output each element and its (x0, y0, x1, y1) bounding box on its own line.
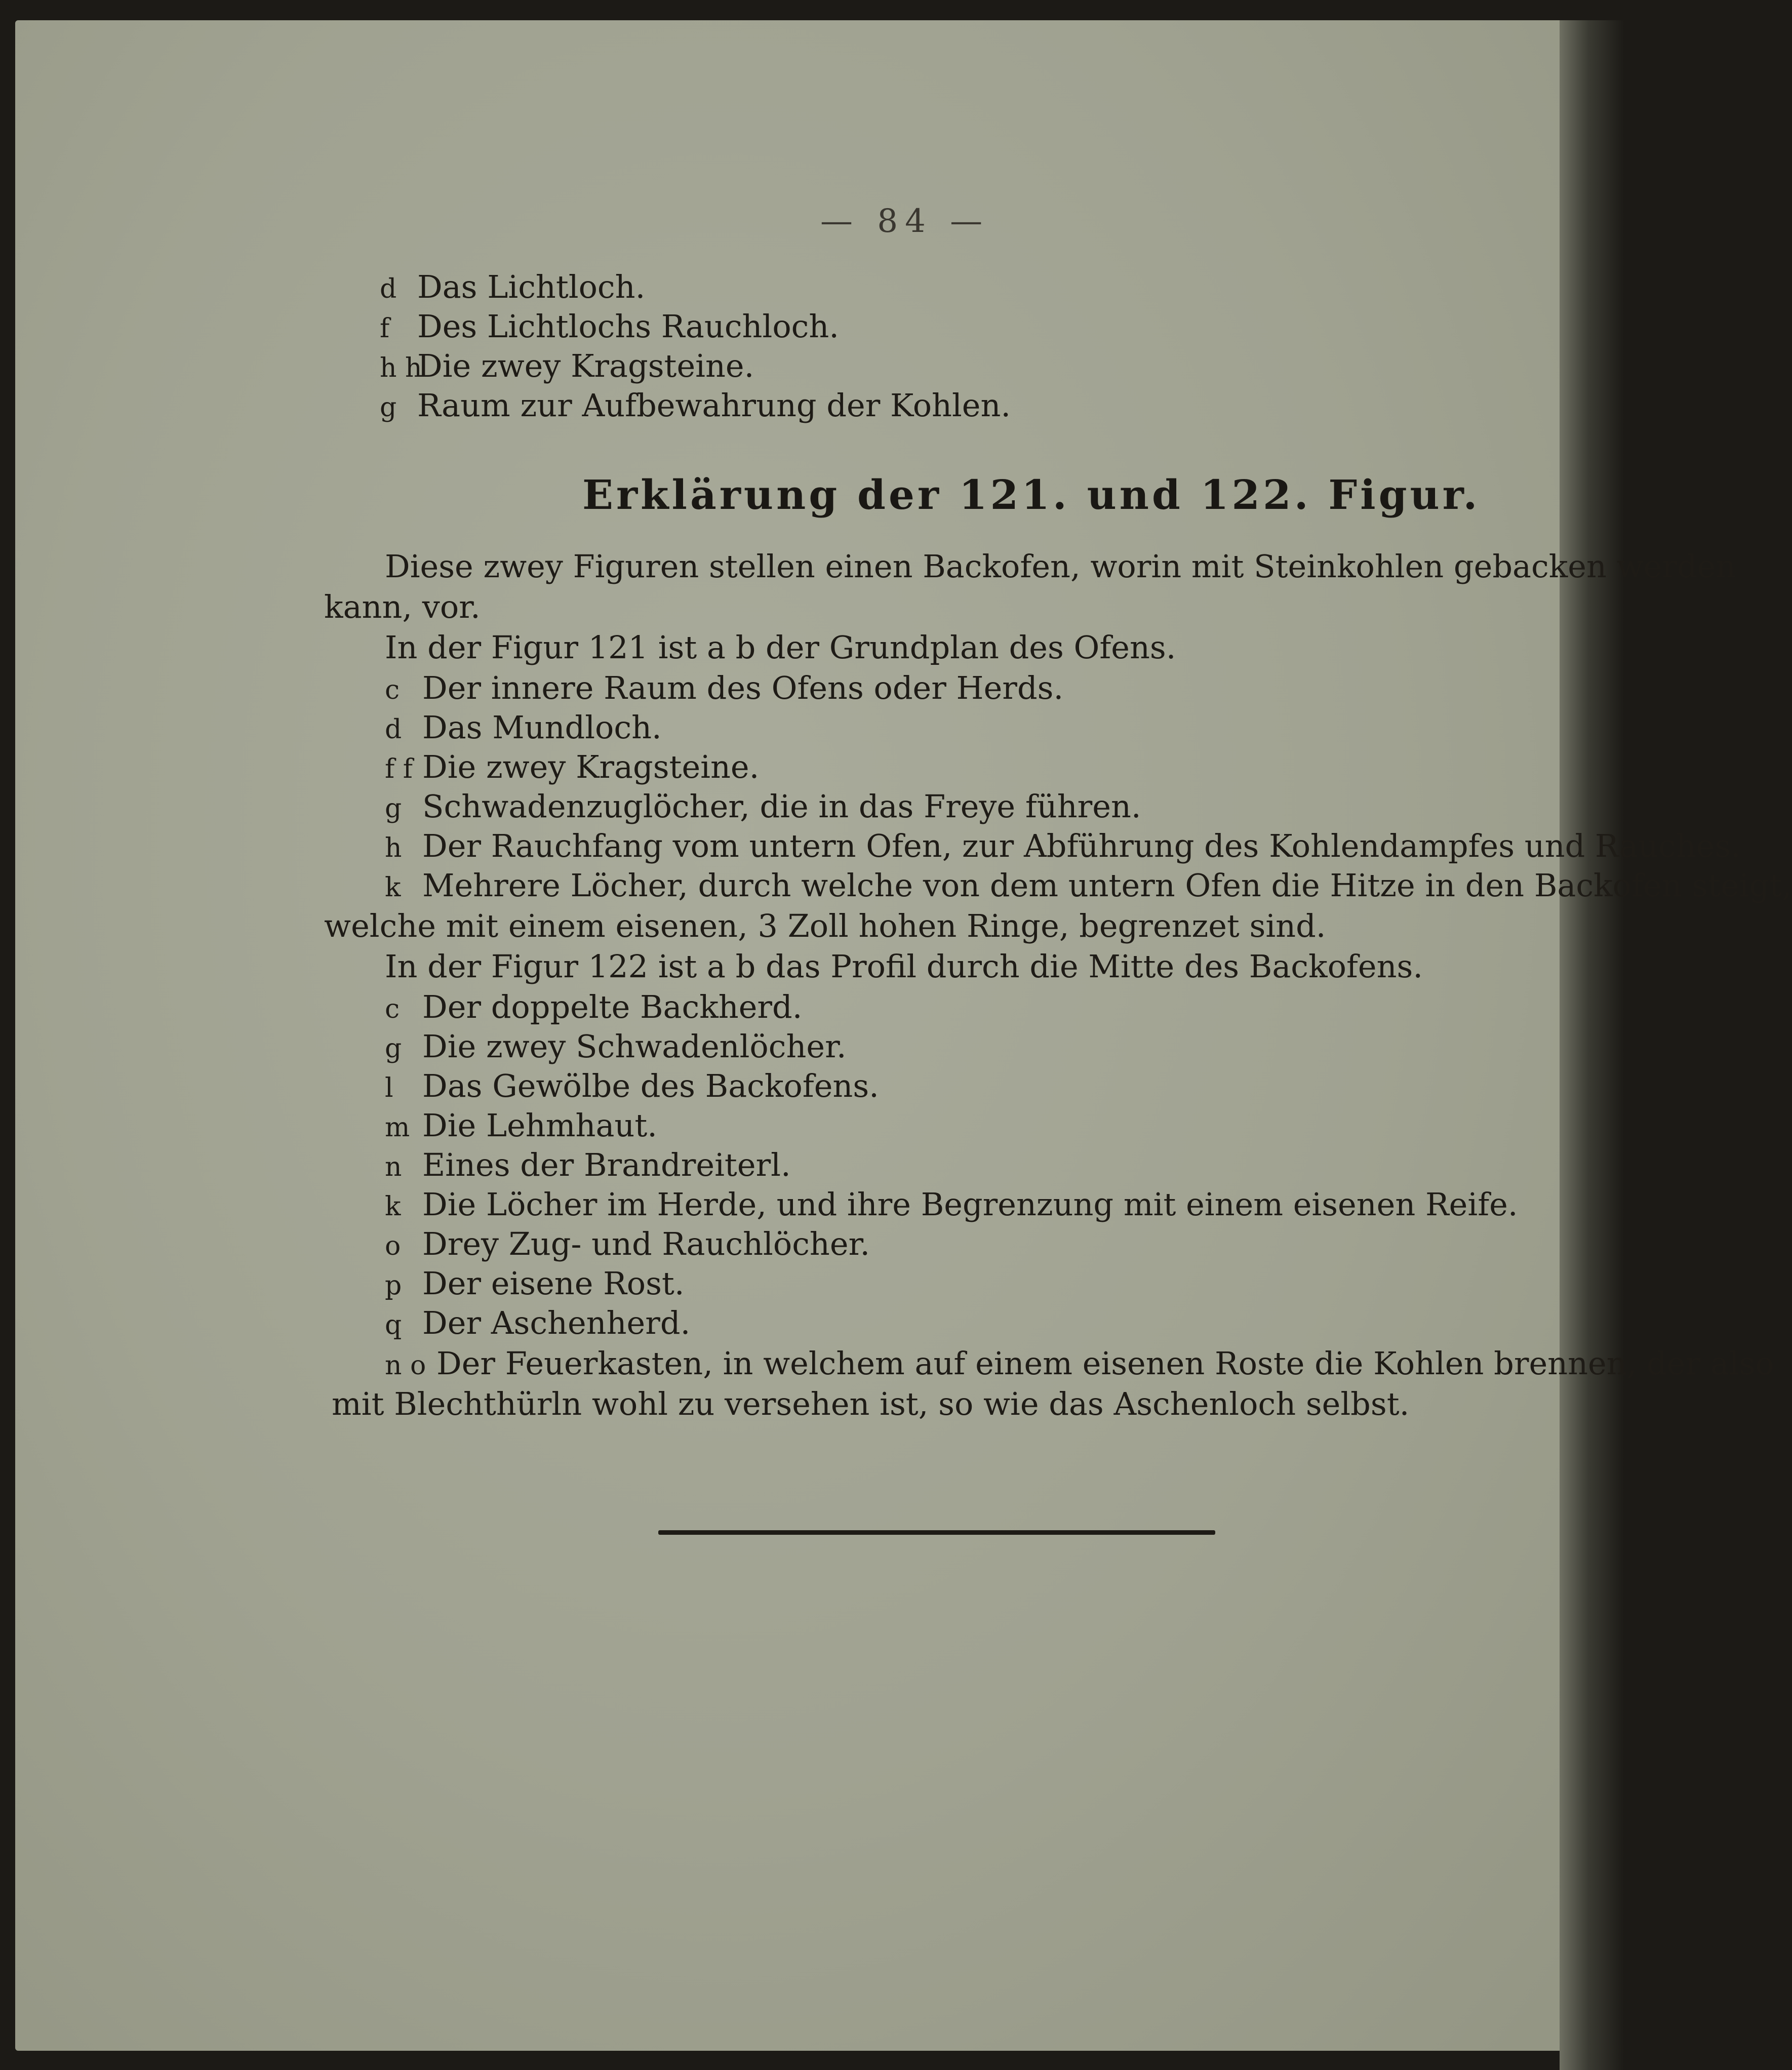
figure-121-item (385, 866, 1792, 907)
legend-letter: c (385, 994, 400, 1024)
legend-text: Der Aschenherd. (422, 1304, 691, 1341)
legend-text: Der innere Raum des Ofens oder Herds. (422, 669, 1064, 706)
legend-text: Der eisene Rost. (422, 1265, 685, 1302)
legend-top-item (380, 386, 1011, 427)
legend-text: Schwadenzuglöcher, die in das Freye führen. (422, 788, 1141, 825)
legend-text: Des Lichtlochs Rauchloch. (417, 308, 840, 345)
legend-text: Eines der Brandreiterl. (422, 1146, 791, 1183)
figure-121-item (385, 708, 662, 749)
book-gutter (1560, 20, 1624, 2070)
figure-122-item (385, 1145, 791, 1187)
legend-letter: o (385, 1231, 401, 1261)
legend-text: Das Gewölbe des Backofens. (422, 1067, 879, 1104)
legend-text: Die zwey Kragsteine. (417, 347, 754, 384)
legend-text: Raum zur Aufbewahrung der Kohlen. (417, 387, 1011, 424)
legend-letter: q (385, 1310, 402, 1340)
figure-121-item (385, 668, 1063, 710)
legend-text: Die Lehmhaut. (422, 1107, 657, 1144)
section-heading: Erklärung der 121. und 122. Figur. (582, 471, 1481, 519)
legend-text: Der Feuerkasten, in welchem auf einem eisenen Roste die Kohlen brennen, der also (436, 1345, 1774, 1382)
figure-122-final-continuation: mit Blechthürln wohl zu versehen ist, so wie das Aschenloch selbst. (332, 1385, 1410, 1422)
figure-122-item (385, 1264, 685, 1305)
legend-letter: g (380, 392, 397, 423)
legend-text: Das Mundloch. (422, 709, 662, 746)
legend-letter: h (385, 833, 402, 863)
legend-text: Das Lichtloch. (417, 268, 646, 305)
legend-letter: h h (380, 353, 422, 383)
legend-letter: c (385, 675, 400, 705)
legend-letter: g (385, 1033, 402, 1064)
legend-letter: m (385, 1112, 410, 1143)
legend-letter: f (380, 313, 390, 344)
legend-text: Drey Zug- und Rauchlöcher. (422, 1225, 870, 1262)
legend-letter: g (385, 793, 402, 824)
legend-letter: d (385, 714, 402, 745)
figure-122-item (385, 1066, 879, 1108)
legend-text: Die zwey Kragsteine. (422, 748, 760, 785)
legend-letter: d (380, 274, 397, 304)
legend-top-item (380, 346, 754, 388)
figure-122-item (385, 1224, 870, 1266)
figure-121-item (385, 787, 1141, 828)
legend-text: Mehrere Löcher, durch welche von dem untern Ofen die Hitze in den Backofen steigt, (422, 867, 1792, 904)
intro-line: Diese zwey Figuren stellen einen Backofen, worin mit Steinkohlen gebacken werden (385, 548, 1736, 585)
legend-text: Die zwey Schwadenlöcher. (422, 1028, 847, 1065)
figure-122-final (385, 1344, 1774, 1385)
legend-letter: k (385, 872, 401, 903)
figure-122-intro: In der Figur 122 ist a b das Profil durch die Mitte des Backofens. (385, 948, 1423, 985)
legend-text: Der doppelte Backherd. (422, 988, 803, 1025)
figure-121-intro: In der Figur 121 ist a b der Grundplan des Ofens. (385, 629, 1176, 666)
figure-122-item (385, 1303, 690, 1345)
figure-122-item (385, 987, 802, 1029)
legend-letter: p (385, 1270, 402, 1301)
legend-text: Der Rauchfang vom untern Ofen, zur Abführung des Kohlendampfes und Rauches. (422, 827, 1741, 864)
page-number: — 84 — (820, 203, 990, 240)
figure-121-item (385, 747, 759, 789)
legend-top-item (380, 267, 645, 309)
closing-rule (658, 1530, 1215, 1535)
figure-121-continuation: welche mit einem eisenen, 3 Zoll hohen Ringe, begrenzet sind. (324, 907, 1326, 944)
legend-letter: n (385, 1152, 402, 1182)
legend-letter: f f (385, 754, 413, 784)
figure-122-item (385, 1185, 1518, 1226)
intro-line: kann, vor. (324, 588, 481, 625)
legend-letter: n o (385, 1350, 426, 1381)
figure-122-item (385, 1106, 657, 1147)
figure-122-item (385, 1027, 847, 1068)
legend-letter: l (385, 1073, 393, 1103)
figure-121-item (385, 826, 1741, 868)
legend-top-item (380, 307, 839, 348)
legend-letter: k (385, 1191, 401, 1222)
legend-text: Die Löcher im Herde, und ihre Begrenzung mit einem eisenen Reife. (422, 1186, 1518, 1223)
